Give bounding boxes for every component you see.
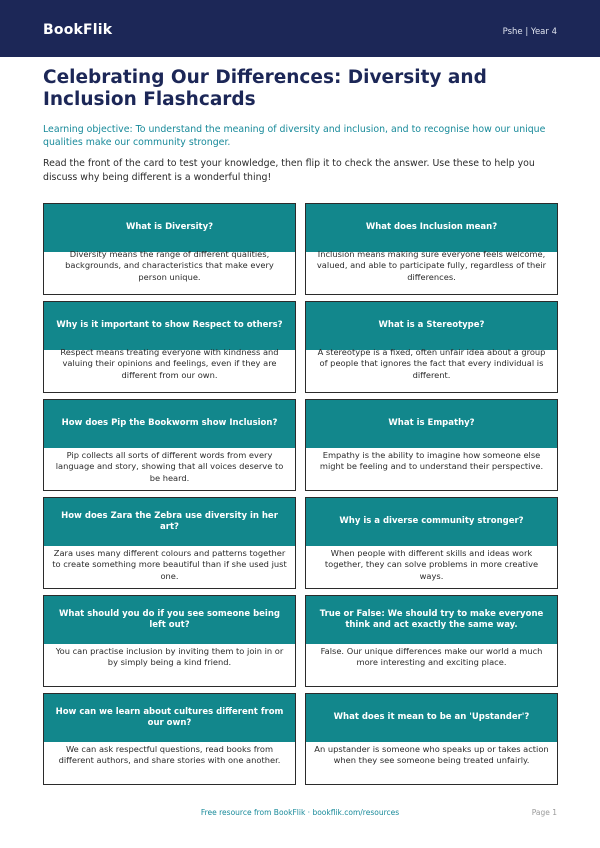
flashcard[interactable] <box>305 693 558 785</box>
flashcard-question: What is Empathy? <box>306 400 557 448</box>
flashcard[interactable] <box>305 203 558 295</box>
flashcard-question: Why is it important to show Respect to others? <box>44 302 295 350</box>
flashcard-question: How does Zara the Zebra use diversity in her art? <box>44 498 295 546</box>
flashcard-answer: False. Our unique differences make our world a much more interesting and exciting place. <box>320 646 543 668</box>
flashcard-answer: An upstander is someone who speaks up or takes action when they see someone being treated unfairly. <box>314 744 549 766</box>
flashcard[interactable] <box>305 301 558 393</box>
flashcard[interactable] <box>305 399 558 491</box>
flashcard[interactable] <box>305 497 558 589</box>
flashcard[interactable] <box>43 693 296 785</box>
page-title: Celebrating Our Differences: Diversity and Inclusion Flashcards <box>43 67 487 110</box>
flashcard-question: What does Inclusion mean? <box>306 204 557 252</box>
learning-objective: Learning objective: To understand the meaning of diversity and inclusion, and to recognise how our unique qualities make our community stronger. <box>43 124 546 148</box>
page-number: Page 1 <box>531 808 557 817</box>
subject-year-label: Pshe | Year 4 <box>502 27 557 37</box>
flashcard-question: How can we learn about cultures different from our own? <box>44 694 295 742</box>
footer-credit[interactable]: Free resource from BookFlik · bookflik.com/resources <box>200 808 400 817</box>
brand-logo[interactable]: BookFlik <box>43 22 113 38</box>
flashcard[interactable] <box>43 399 296 491</box>
flashcard-answer: Respect means treating everyone with kindness and valuing their opinions and feelings, even if they are different from our own. <box>60 347 279 380</box>
flashcard-question: Why is a diverse community stronger? <box>306 498 557 546</box>
flashcard[interactable] <box>43 203 296 295</box>
flashcard-question: What is a Stereotype? <box>306 302 557 350</box>
flashcard-question: What should you do if you see someone being left out? <box>44 596 295 644</box>
flashcard[interactable] <box>43 301 296 393</box>
flashcard[interactable] <box>305 595 558 687</box>
flashcard-answer: Pip collects all sorts of different words from every language and story, showing that all voices deserve to be heard. <box>55 450 284 483</box>
flashcard-answer: Zara uses many different colours and patterns together to create something more beautiful than if she used just one. <box>52 548 287 581</box>
flashcard-question: What is Diversity? <box>44 204 295 252</box>
flashcard-question: What does it mean to be an 'Upstander'? <box>306 694 557 742</box>
flashcard-answer: When people with different skills and ideas work together, they can solve problems in more creative ways. <box>324 548 539 581</box>
flashcard-answer: Inclusion means making sure everyone feels welcome, valued, and able to participate fully, regardless of their differences. <box>316 249 547 282</box>
flashcard-answer: You can practise inclusion by inviting them to join in or by simply being a kind friend. <box>55 646 284 668</box>
flashcard[interactable] <box>43 497 296 589</box>
flashcard-grid <box>43 203 558 785</box>
flashcard-question: True or False: We should try to make everyone think and act exactly the same way. <box>306 596 557 644</box>
header-bar <box>0 0 600 57</box>
flashcard-answer: Empathy is the ability to imagine how someone else might be feeling and to understand their perspective. <box>319 450 544 472</box>
flashcard[interactable] <box>43 595 296 687</box>
flashcard-answer: We can ask respectful questions, read books from different authors, and share stories with one another. <box>58 744 281 766</box>
flashcard-answer: A stereotype is a fixed, often unfair idea about a group of people that ignores the fact that every individual is different. <box>317 347 546 380</box>
instructions: Read the front of the card to test your knowledge, then flip it to check the answer. Use these to help you discuss why being different is a wonderful thing! <box>43 158 535 183</box>
flashcard-question: How does Pip the Bookworm show Inclusion? <box>44 400 295 448</box>
flashcard-answer: Diversity means the range of different qualities, backgrounds, and characteristics that make every person unique. <box>65 249 274 282</box>
